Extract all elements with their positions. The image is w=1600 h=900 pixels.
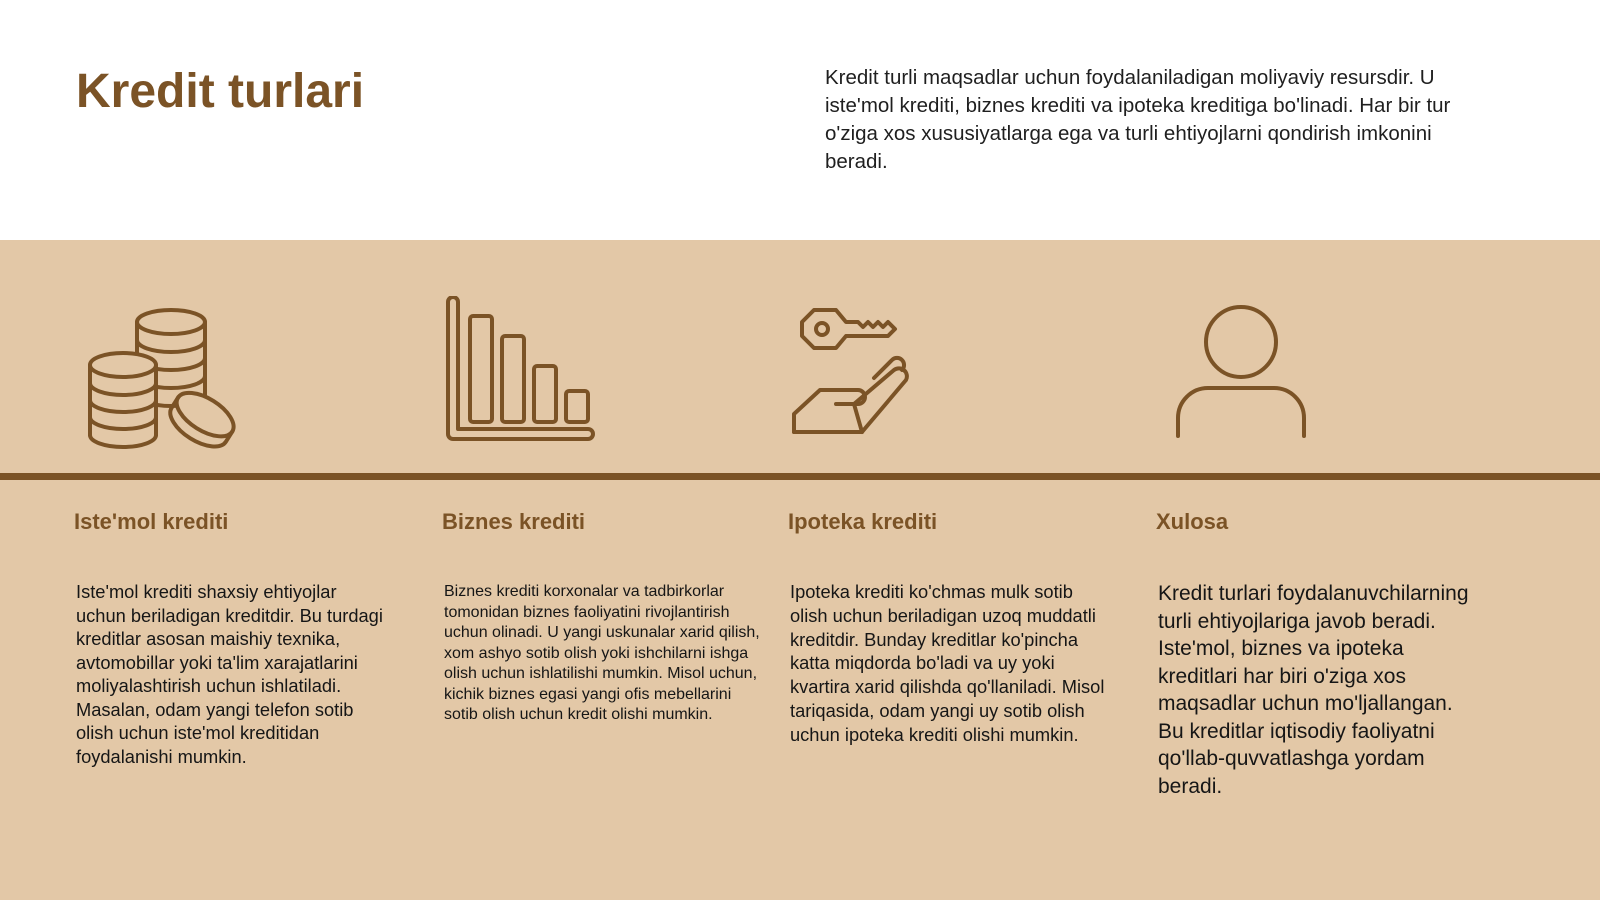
card-heading-conclusion: Xulosa [1156,509,1229,534]
person-icon [1164,296,1320,452]
intro-text: Kredit turli maqsadlar uchun foydalaniladigan moliyaviy resursdir. U iste'mol krediti, biznes krediti va ipoteka kreditiga bo'linadi. Har bir tur o'ziga xos xususiyatlarga ega va turli ehtiyojlarni qondirish imkonini beradi. [825,66,1451,173]
coins-icon [85,296,241,452]
card-text-consumer-credit: Iste'mol krediti shaxsiy ehtiyojlar uchun beriladigan kreditdir. Bu turdagi kreditlar asosan maishiy texnika, avtomobillar yoki ta'lim xarajatlarini moliyalashtirish uchun ishlatiladi. Masalan, odam yangi telefon sotib olish uchun iste'mol kreditidan foydalanishi mumkin. [76,581,383,767]
key-in-hand-icon [792,296,948,452]
card-heading-business-credit: Biznes krediti [442,509,586,534]
bar-chart-icon [440,296,596,452]
section-divider [0,473,1600,480]
card-heading-consumer-credit: Iste'mol krediti [74,509,229,534]
card-text-conclusion: Kredit turlari foydalanuvchilarning turli ehtiyojlariga javob beradi. Iste'mol, biznes va ipoteka kreditlari har biri o'ziga xos maqsadlar uchun mo'ljallangan. Bu kreditlar iqtisodiy faoliyatni qo'llab-quvvatlashga yordam beradi. [1158,582,1469,798]
card-heading-mortgage-credit: Ipoteka krediti [788,509,938,534]
card-text-business-credit: Biznes krediti korxonalar va tadbirkorlar tomonidan biznes faoliyatini rivojlantirish uchun olinadi. U yangi uskunalar xarid qilish, xom ashyo sotib olish yoki ishchilarni ishga olish uchun ishlatilishi mumkin. Misol uchun, kichik biznes egasi yangi ofis mebellarini sotib olish uchun kredit olishi mumkin. [444,583,760,723]
page-title: Kredit turlari [76,65,365,118]
card-text-mortgage-credit: Ipoteka krediti ko'chmas mulk sotib olish uchun beriladigan uzoq muddatli kreditdir. Bunday kreditlar ko'pincha katta miqdorda bo'ladi va uy yoki kvartira xarid qilishda qo'llaniladi. Misol tariqasida, odam yangi uy sotib olish uchun ipoteka krediti olishi mumkin. [790,581,1105,745]
